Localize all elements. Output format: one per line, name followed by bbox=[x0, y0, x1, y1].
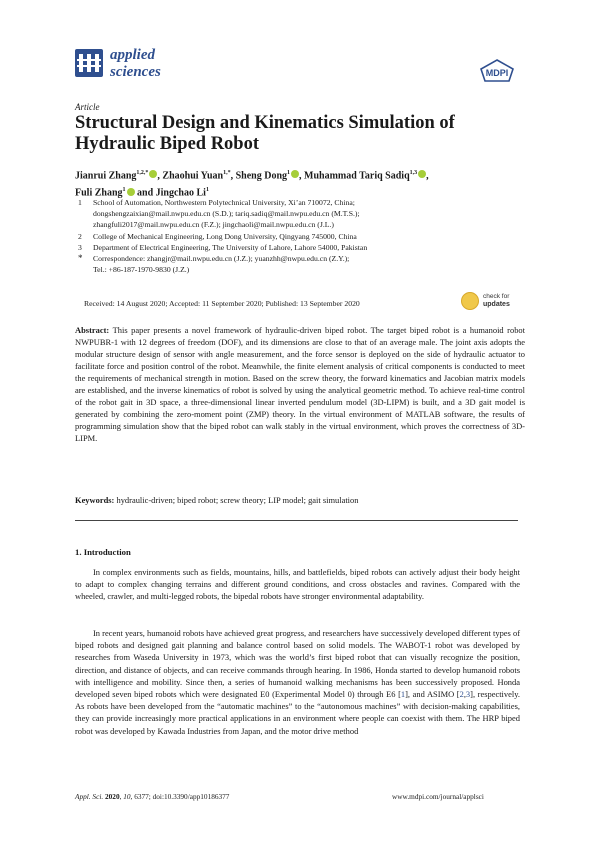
section-divider bbox=[75, 520, 518, 521]
author-name[interactable]: Muhammad Tariq Sadiq bbox=[304, 170, 410, 182]
affiliation-row bbox=[75, 231, 525, 242]
footer-year: 2020 bbox=[105, 792, 120, 801]
affiliation-number bbox=[75, 219, 93, 230]
paragraph-text: In recent years, humanoid robots have achieved great progress, and researchers have successively developed different types of biped robots and designed gait planning and balance control based on solid models. The WABOT-1 robot was developed by researches from Waseda University in 1973, which was the world’s first biped robot that can visually recognize the position, direction, and distance of objects, and can receive commands through hearing. In 1986, Honda started to develop humanoid robots with intelligence and mobility. Since then, a series of humanoid walking mechanisms has been successively proposed. Honda developed seven biped robots which were designated E0 (Experimental Model 0) through E6 [ bbox=[75, 628, 520, 700]
abstract-text: This paper presents a novel framework of hydraulic-driven biped robot. The target biped robot is a humanoid robot NWPUBR-1 with 12 degrees of freedom (DOF), and its dimensions are close to that of an average male. The joint axis adopts the modular structure design of sensor with angle measurement, and the force sensor is deployed on the side of hydraulic actuator to facilitate force and position control of the robot. Meanwhile, the finite element analysis of critical components is conducted to meet the requirements of mechanical strength in motion. Based on the screw theory, the forward kinematics and Jacobian matrix models are established, and the inverse kinematics of robot is solved by using the analytical geometric method. To achieve real-time control of the robot gait in 3D space, a three-dimensional linear inverted pendulum model (3D-LIPM) is built, and a 3D gait model is generated by combining the zero-moment point (ZMP) theory. In the virtual environment of MATLAB software, the results of programming simulation show that the biped robot can walk stably in the virtual environment, which proves the correctness of 3D-LIPM. bbox=[75, 325, 525, 443]
keywords-text: hydraulic-driven; biped robot; screw theory; LIP model; gait simulation bbox=[116, 495, 359, 505]
journal-name[interactable] bbox=[110, 47, 161, 81]
footer-url[interactable]: www.mdpi.com/journal/applsci bbox=[392, 792, 484, 801]
journal-name-line1: applied bbox=[110, 47, 155, 63]
check-updates-icon bbox=[461, 292, 479, 310]
affiliation-row bbox=[75, 242, 525, 253]
affiliation-number: 1 bbox=[78, 198, 82, 207]
affiliation-text[interactable]: zhangfuli2017@mail.nwpu.edu.cn (F.Z.); jingchaoli@mail.nwpu.edu.cn (J.L.) bbox=[93, 220, 334, 230]
orcid-icon[interactable] bbox=[149, 170, 157, 178]
affiliation-number bbox=[75, 264, 93, 275]
author-name[interactable]: Jianrui Zhang bbox=[75, 170, 137, 182]
affiliation-text: School of Automation, Northwestern Polytechnical University, Xi’an 710072, China; bbox=[93, 198, 355, 207]
check-for-updates-button[interactable] bbox=[461, 292, 525, 312]
footer-journal: Appl. Sci. bbox=[75, 792, 104, 801]
affiliation-text: College of Mechanical Engineering, Long Dong University, Qingyang 745000, China bbox=[93, 231, 357, 241]
footer-volume: 10 bbox=[123, 792, 131, 801]
abstract bbox=[75, 324, 525, 444]
affiliation-row bbox=[75, 219, 525, 230]
author-name[interactable]: Zhaohui Yuan bbox=[162, 170, 224, 182]
affiliation-number bbox=[75, 208, 93, 219]
telephone-text: Tel.: +86-187-1970-9830 (J.Z.) bbox=[93, 265, 190, 275]
author-name[interactable]: Sheng Dong bbox=[235, 170, 288, 182]
author-line-2: Fuli Zhang$^1$ and Jingchao Li$^1$ bbox=[75, 187, 209, 199]
author-sup: 1 bbox=[287, 170, 291, 176]
check-updates-line2: updates bbox=[483, 301, 510, 308]
body-paragraph-1: In complex environments such as fields, mountains, hills, and battlefields, biped robots can actively adjust their body height to adapt to complex changing terrains and different ground conditions, and cross obstacles and ravines. Compared with the wheeled, crawler, and multi-legged robots, the bipedal robots have stronger environmental adaptability. bbox=[75, 567, 520, 602]
author-list bbox=[75, 166, 525, 201]
paper-title: Structural Design and Kinematics Simulation of Hydraulic Biped Robot bbox=[75, 113, 455, 154]
body-paragraph-2 bbox=[75, 627, 520, 737]
affiliation-row bbox=[75, 197, 525, 208]
author-sup: 1 bbox=[205, 187, 209, 194]
keywords bbox=[75, 495, 525, 505]
affiliation-number: 3 bbox=[78, 242, 82, 252]
affiliations bbox=[75, 197, 525, 275]
orcid-icon[interactable] bbox=[418, 170, 426, 178]
author-sup: 1,2,* bbox=[136, 170, 149, 176]
correspondence-text[interactable]: Correspondence: zhangjr@mail.nwpu.edu.cn (J.Z.); yuanzhh@nwpu.edu.cn (Z.Y.); bbox=[93, 254, 350, 264]
footer-citation: Appl. Sci. 2020, 10, 6377; doi:10.3390/app10186377 bbox=[75, 792, 230, 801]
citation-link[interactable]: 2 bbox=[459, 689, 464, 700]
affiliation-number: * bbox=[78, 253, 83, 264]
affiliation-row bbox=[75, 208, 525, 219]
footer-doi[interactable]: , 6377; doi:10.3390/app10186377 bbox=[130, 792, 230, 801]
author-name[interactable]: Jingchao Li bbox=[155, 187, 206, 199]
citation-separator: , bbox=[463, 689, 466, 700]
mdpi-logo-icon[interactable] bbox=[479, 59, 515, 83]
article-type: Article bbox=[75, 102, 100, 112]
affiliation-row bbox=[75, 264, 525, 275]
author-sup: 1,* bbox=[223, 170, 231, 176]
paragraph-text: ], and ASIMO [ bbox=[405, 689, 460, 700]
section-heading: 1. Introduction bbox=[75, 547, 131, 557]
publication-dates: Received: 14 August 2020; Accepted: 11 September 2020; Published: 13 September 2020 bbox=[84, 299, 360, 308]
keywords-label: Keywords: bbox=[75, 495, 115, 505]
orcid-icon[interactable] bbox=[291, 170, 299, 178]
publisher-label: MDPI bbox=[485, 68, 509, 78]
citation-link[interactable]: 1 bbox=[400, 689, 406, 700]
check-updates-line1: check for bbox=[483, 293, 510, 300]
journal-logo-icon bbox=[75, 49, 103, 77]
abstract-label: Abstract: bbox=[75, 325, 110, 335]
orcid-icon[interactable] bbox=[127, 188, 135, 196]
author-sup: 1,3 bbox=[409, 170, 418, 176]
citation-link[interactable]: 3 bbox=[465, 689, 471, 700]
affiliation-row bbox=[75, 253, 525, 264]
paragraph-text: ], respectively. As robots have been developed from the “automatic machines” to the “autonomous machines” with decision-making capabilities, they can provide increasingly more practical applications in an environment where people can coexist with them. The HRP biped robot was developed by Kawada Industries from Japan, and the motor drive method bbox=[75, 689, 520, 736]
author-line-1: Jianrui Zhang$^{1,2,*}$ , Zhaohui Yuan$^{1,*}$, Sheng Dong$^1$ , Muhammad Tariq Sadiq$^{1,3}$ , bbox=[75, 170, 429, 182]
affiliation-number: 2 bbox=[78, 231, 82, 241]
affiliation-text[interactable]: dongshengzaixian@mail.nwpu.edu.cn (S.D.); tariq.sadiq@mail.nwpu.edu.cn (M.T.S.); bbox=[93, 209, 360, 219]
affiliation-text: Department of Electrical Engineering, The University of Lahore, Lahore 54000, Pakistan bbox=[93, 242, 368, 252]
author-sup: 1 bbox=[122, 187, 126, 194]
journal-name-line2: sciences bbox=[110, 64, 161, 80]
author-name[interactable]: Fuli Zhang bbox=[75, 187, 123, 199]
